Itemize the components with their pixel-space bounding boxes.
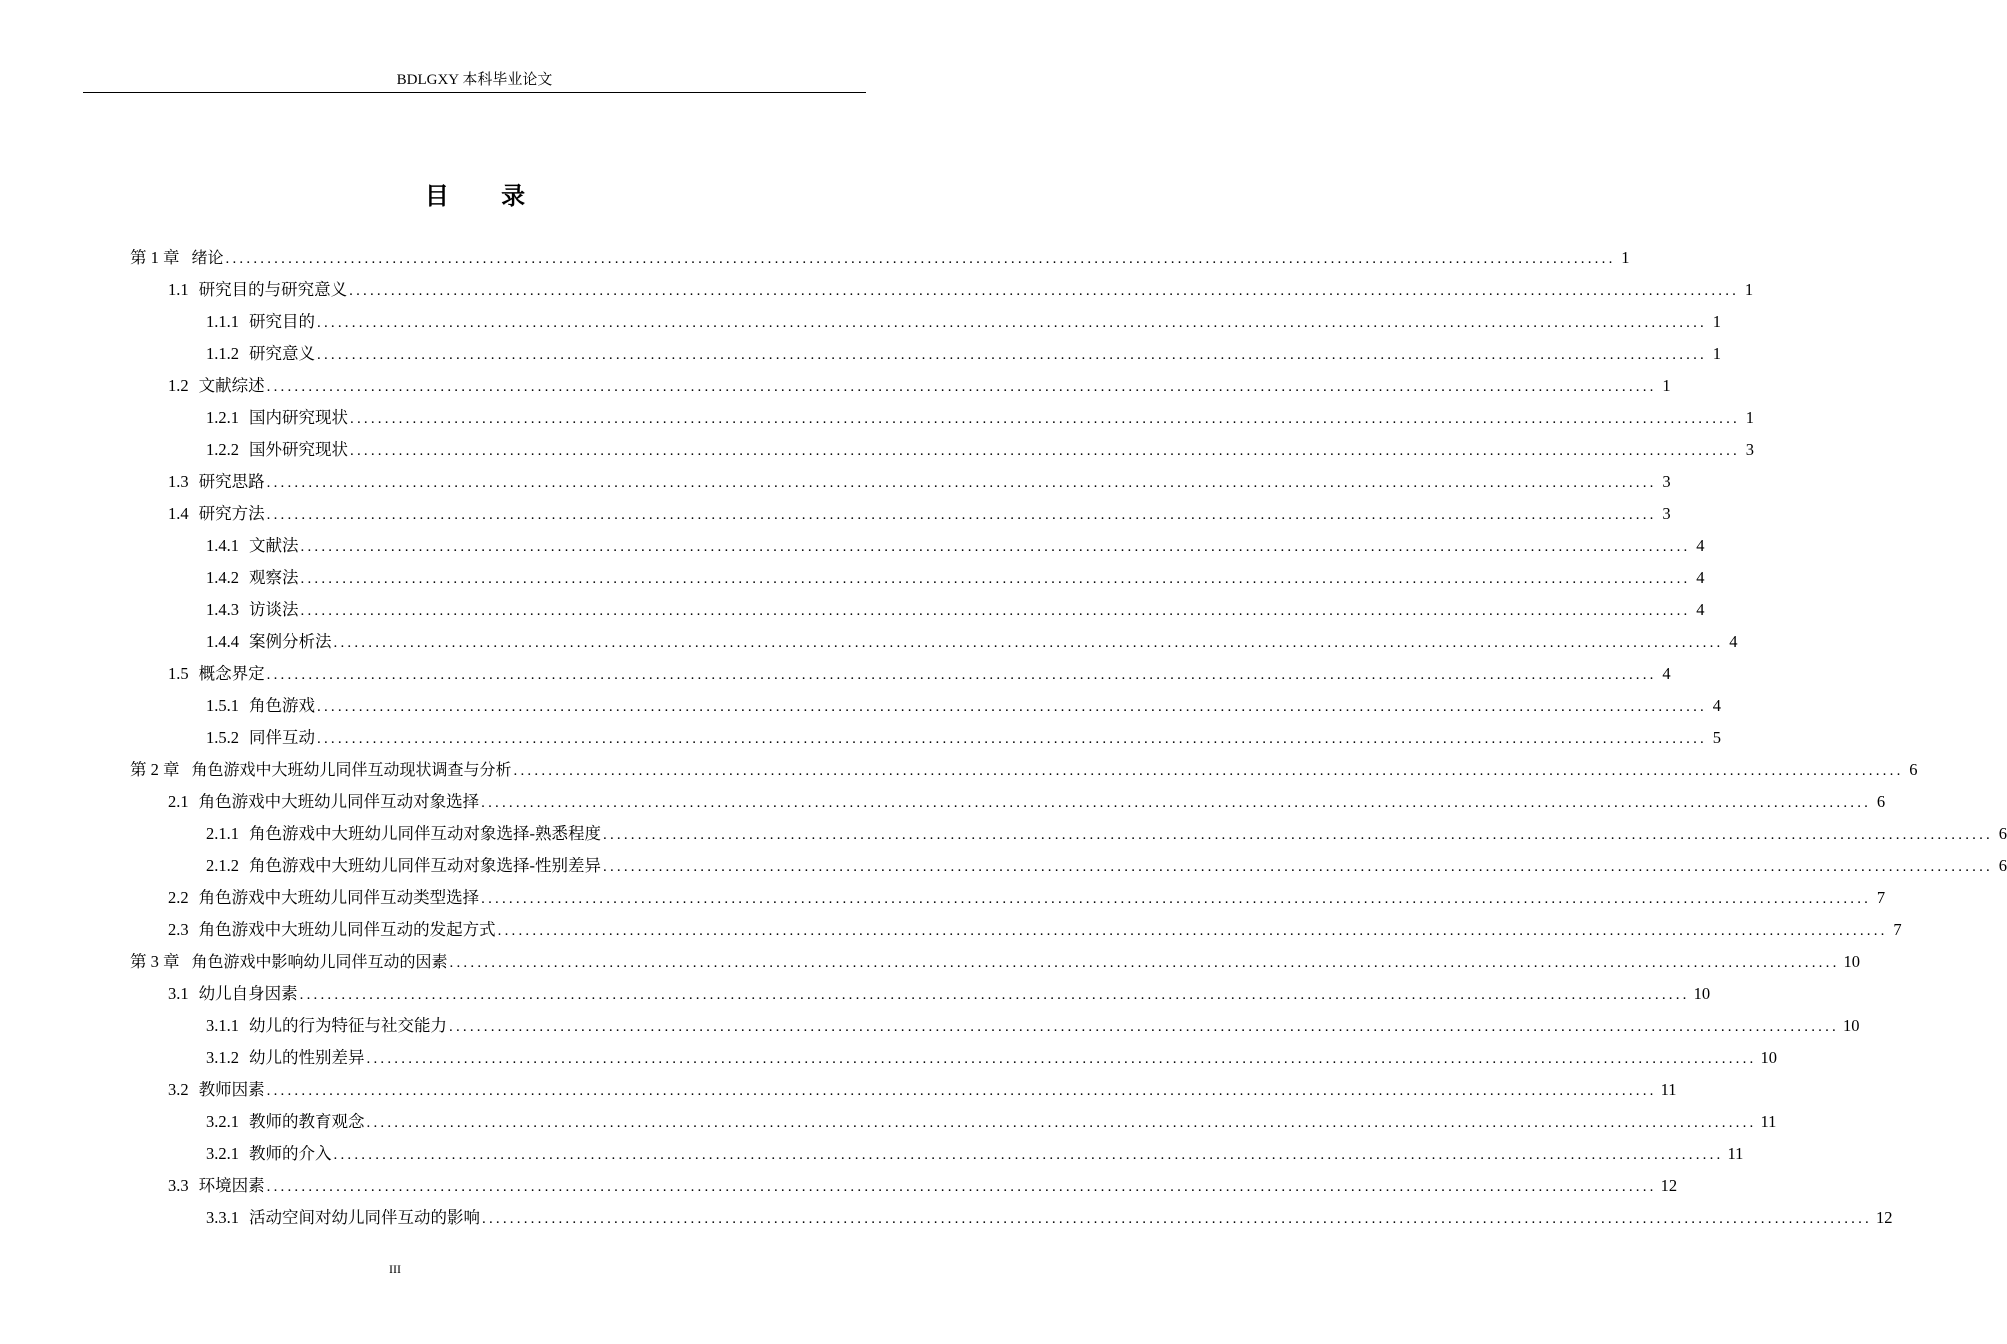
toc-entry-number: 1.4.1 (206, 536, 239, 555)
toc-entry[interactable] (130, 1170, 1678, 1202)
toc-entry-page: 11 (1660, 1080, 1677, 1099)
toc-entry-number: 1.5 (168, 664, 189, 683)
toc-entry-number: 1.4.3 (206, 600, 239, 619)
toc-entry[interactable] (130, 530, 1705, 562)
toc-dot-leader: ........................................................................................................................................................................................................ (366, 1115, 1757, 1131)
page-header (83, 70, 866, 93)
toc-entry[interactable] (130, 818, 2007, 850)
toc-entry-page: 7 (1893, 920, 1902, 939)
toc-entry-page: 1 (1621, 248, 1630, 267)
toc-dot-leader: ........................................................................................................................................................................................................ (225, 251, 1616, 267)
toc-dot-leader: ........................................................................................................................................................................................................ (603, 827, 1993, 843)
toc-entry[interactable] (130, 1106, 1777, 1138)
toc-entry-page: 6 (1998, 856, 2007, 875)
toc-entry[interactable] (130, 722, 1721, 754)
toc-entry-number: 1.2.1 (206, 408, 239, 427)
toc-entry-title: 教师的教育观念 (249, 1112, 365, 1131)
toc-entry-title: 教师因素 (198, 1080, 265, 1099)
toc-dot-leader: ........................................................................................................................................................................................................ (333, 1147, 1724, 1163)
toc-entry-title: 研究思路 (198, 472, 265, 491)
toc-entry-title: 幼儿的性别差异 (249, 1048, 365, 1067)
toc-entry[interactable] (130, 242, 1630, 274)
toc-dot-leader: ........................................................................................................................................................................................................ (266, 1179, 1657, 1195)
toc-dot-leader: ........................................................................................................................................................................................................ (300, 603, 1691, 619)
toc-entry[interactable] (130, 370, 1671, 402)
toc-dot-leader: ........................................................................................................................................................................................................ (449, 955, 1840, 971)
toc-entry[interactable] (130, 946, 1861, 978)
toc-entry-number: 第 2 章 (130, 760, 180, 779)
toc-dot-leader: ........................................................................................................................................................................................................ (603, 859, 1993, 875)
page-number: III (389, 1262, 401, 1276)
toc-entry[interactable] (130, 1010, 1860, 1042)
table-of-contents (130, 242, 2007, 1234)
toc-entry-page: 4 (1696, 536, 1705, 555)
toc-entry-number: 3.1 (168, 984, 189, 1003)
toc-dot-leader: ........................................................................................................................................................................................................ (349, 283, 1740, 299)
toc-entry[interactable] (130, 498, 1671, 530)
toc-entry[interactable] (130, 274, 1754, 306)
toc-entry-title: 国内研究现状 (249, 408, 348, 427)
toc-entry-title: 角色游戏中大班幼儿同伴互动的发起方式 (198, 920, 496, 939)
toc-entry[interactable] (130, 626, 1738, 658)
toc-entry[interactable] (130, 914, 1902, 946)
toc-entry[interactable] (130, 1202, 1893, 1234)
toc-entry[interactable] (130, 882, 1886, 914)
toc-entry-number: 2.2 (168, 888, 189, 907)
toc-dot-leader: ........................................................................................................................................................................................................ (266, 379, 1657, 395)
toc-dot-leader: ........................................................................................................................................................................................................ (482, 1211, 1872, 1227)
toc-entry-title: 文献综述 (198, 376, 265, 395)
toc-entry[interactable] (130, 1138, 1744, 1170)
toc-entry-page: 6 (1998, 824, 2007, 843)
toc-entry-page: 6 (1876, 792, 1886, 811)
toc-entry[interactable] (130, 1074, 1677, 1106)
toc-entry-page: 10 (1843, 1016, 1860, 1035)
toc-entry-title: 绪论 (191, 248, 224, 267)
toc-entry-number: 1.4.2 (206, 568, 239, 587)
toc-dot-leader: ........................................................................................................................................................................................................ (317, 699, 1707, 715)
toc-entry-number: 第 3 章 (130, 952, 180, 971)
toc-entry-page: 1 (1662, 376, 1671, 395)
toc-entry-page: 5 (1712, 728, 1721, 747)
toc-entry-number: 1.3 (168, 472, 189, 491)
toc-entry-page: 1 (1744, 280, 1754, 299)
toc-entry-title: 文献法 (249, 536, 299, 555)
toc-entry-number: 3.2.1 (206, 1112, 239, 1131)
toc-entry-page: 12 (1876, 1208, 1893, 1227)
toc-entry-title: 环境因素 (198, 1176, 265, 1195)
toc-entry[interactable] (130, 562, 1705, 594)
toc-entry-title: 角色游戏中大班幼儿同伴互动现状调查与分析 (191, 760, 512, 779)
toc-dot-leader: ........................................................................................................................................................................................................ (350, 443, 1740, 459)
toc-entry-title: 角色游戏 (249, 696, 315, 715)
toc-entry-title: 角色游戏中大班幼儿同伴互动类型选择 (198, 888, 480, 907)
toc-entry-title: 角色游戏中影响幼儿同伴互动的因素 (191, 952, 448, 971)
toc-entry-number: 1.5.2 (206, 728, 239, 747)
toc-entry-page: 6 (1909, 760, 1918, 779)
toc-entry-title: 研究意义 (249, 344, 315, 363)
toc-entry[interactable] (130, 338, 1721, 370)
toc-entry-number: 3.1.2 (206, 1048, 239, 1067)
toc-entry-page: 1 (1712, 312, 1721, 331)
toc-dot-leader: ........................................................................................................................................................................................................ (366, 1051, 1757, 1067)
toc-entry-page: 4 (1662, 664, 1671, 683)
toc-dot-leader: ........................................................................................................................................................................................................ (333, 635, 1724, 651)
toc-entry-title: 研究方法 (198, 504, 265, 523)
toc-entry-title: 教师的介入 (249, 1144, 332, 1163)
toc-entry[interactable] (130, 1042, 1777, 1074)
toc-dot-leader: ........................................................................................................................................................................................................ (350, 411, 1740, 427)
toc-entry-number: 1.5.1 (206, 696, 239, 715)
toc-entry[interactable] (130, 690, 1721, 722)
toc-dot-leader: ........................................................................................................................................................................................................ (481, 795, 1872, 811)
toc-entry-page: 1 (1745, 408, 1754, 427)
toc-entry-title: 角色游戏中大班幼儿同伴互动对象选择 (198, 792, 480, 811)
toc-entry-title: 国外研究现状 (249, 440, 348, 459)
page-footer (0, 1262, 790, 1277)
toc-entry-number: 第 1 章 (130, 248, 180, 267)
toc-entry-page: 3 (1745, 440, 1754, 459)
toc-dot-leader: ........................................................................................................................................................................................................ (299, 987, 1690, 1003)
toc-entry[interactable] (130, 402, 1754, 434)
toc-entry-title: 同伴互动 (249, 728, 315, 747)
toc-entry-title: 幼儿自身因素 (198, 984, 298, 1003)
toc-entry-number: 2.1 (168, 792, 189, 811)
toc-entry[interactable] (130, 434, 1754, 466)
toc-entry-page: 10 (1693, 984, 1711, 1003)
toc-entry-page: 4 (1696, 568, 1705, 587)
toc-entry-number: 3.2 (168, 1080, 189, 1099)
toc-entry-page: 3 (1662, 472, 1671, 491)
toc-entry-title: 案例分析法 (249, 632, 332, 651)
page-title: 目 录 (424, 182, 548, 210)
toc-entry-title: 访谈法 (249, 600, 299, 619)
toc-entry-number: 1.1.1 (206, 312, 239, 331)
toc-entry-number: 1.1.2 (206, 344, 239, 363)
header-text: BDLGXY 本科毕业论文 (396, 72, 553, 88)
toc-entry[interactable] (130, 786, 1886, 818)
toc-entry-title: 研究目的 (249, 312, 315, 331)
toc-dot-leader: ........................................................................................................................................................................................................ (266, 1083, 1657, 1099)
toc-entry-title: 观察法 (249, 568, 299, 587)
toc-dot-leader: ........................................................................................................................................................................................................ (449, 1019, 1839, 1035)
toc-entry-title: 研究目的与研究意义 (198, 280, 348, 299)
toc-entry-page: 10 (1843, 952, 1861, 971)
toc-dot-leader: ........................................................................................................................................................................................................ (317, 731, 1707, 747)
toc-entry-title: 活动空间对幼儿同伴互动的影响 (249, 1208, 480, 1227)
toc-entry-page: 4 (1696, 600, 1705, 619)
toc-entry-page: 3 (1662, 504, 1671, 523)
toc-entry[interactable] (130, 466, 1671, 498)
toc-dot-leader: ........................................................................................................................................................................................................ (317, 315, 1707, 331)
toc-dot-leader: ........................................................................................................................................................................................................ (513, 763, 1904, 779)
toc-dot-leader: ........................................................................................................................................................................................................ (300, 571, 1691, 587)
toc-entry-page: 1 (1712, 344, 1721, 363)
toc-dot-leader: ........................................................................................................................................................................................................ (317, 347, 1707, 363)
toc-entry-number: 1.4 (168, 504, 189, 523)
toc-entry-title: 概念界定 (198, 664, 265, 683)
toc-entry-number: 3.3.1 (206, 1208, 239, 1227)
toc-entry-number: 3.3 (168, 1176, 189, 1195)
toc-entry-number: 1.2 (168, 376, 189, 395)
toc-entry-page: 7 (1876, 888, 1886, 907)
toc-entry-page: 12 (1660, 1176, 1678, 1195)
toc-entry-number: 2.1.1 (206, 824, 239, 843)
toc-entry[interactable] (130, 306, 1721, 338)
toc-entry-number: 1.1 (168, 280, 189, 299)
toc-entry-page: 4 (1729, 632, 1738, 651)
toc-entry[interactable] (130, 658, 1671, 690)
toc-entry-number: 1.2.2 (206, 440, 239, 459)
toc-entry-number: 2.3 (168, 920, 189, 939)
toc-entry-page: 11 (1760, 1112, 1777, 1131)
toc-entry-page: 11 (1727, 1144, 1744, 1163)
toc-entry[interactable] (130, 754, 1918, 786)
toc-entry-number: 1.4.4 (206, 632, 239, 651)
toc-entry[interactable] (130, 978, 1711, 1010)
toc-entry-number: 3.1.1 (206, 1016, 239, 1035)
toc-entry-page: 4 (1712, 696, 1721, 715)
toc-dot-leader: ........................................................................................................................................................................................................ (497, 923, 1888, 939)
toc-dot-leader: ........................................................................................................................................................................................................ (266, 475, 1657, 491)
toc-entry[interactable] (130, 594, 1705, 626)
toc-dot-leader: ........................................................................................................................................................................................................ (266, 507, 1657, 523)
toc-entry-number: 2.1.2 (206, 856, 239, 875)
toc-entry-page: 10 (1760, 1048, 1777, 1067)
toc-entry-title: 幼儿的行为特征与社交能力 (249, 1016, 447, 1035)
toc-dot-leader: ........................................................................................................................................................................................................ (481, 891, 1872, 907)
toc-entry-number: 3.2.1 (206, 1144, 239, 1163)
toc-entry-title: 角色游戏中大班幼儿同伴互动对象选择-性别差异 (249, 856, 601, 875)
toc-entry[interactable] (130, 850, 2007, 882)
toc-entry-title: 角色游戏中大班幼儿同伴互动对象选择-熟悉程度 (249, 824, 601, 843)
toc-dot-leader: ........................................................................................................................................................................................................ (300, 539, 1691, 555)
toc-dot-leader: ........................................................................................................................................................................................................ (266, 667, 1657, 683)
